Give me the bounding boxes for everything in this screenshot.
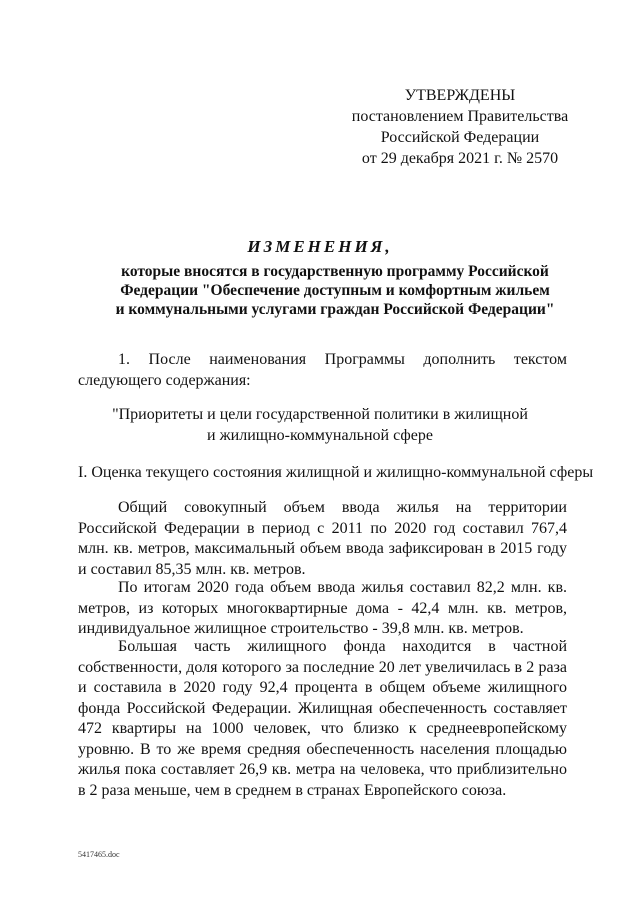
file-name-footer: 5417465.doc <box>78 850 120 859</box>
document-title: ИЗМЕНЕНИЯ, <box>247 237 393 256</box>
subsection-heading: I. Оценка текущего состояния жилищной и жилищно-коммунальной сферы <box>78 464 594 481</box>
document-subtitle <box>70 262 600 319</box>
section-heading <box>0 404 640 446</box>
approval-heading: УТВЕРЖДЕНЫ <box>404 87 516 104</box>
section-heading-line-1: "Приоритеты и цели государственной политики в жилищной <box>112 406 528 423</box>
approval-block <box>330 85 590 169</box>
approval-line-1: постановлением Правительства <box>351 108 569 125</box>
approval-line-3: от 29 декабря 2021 г. № 2570 <box>361 150 559 167</box>
approval-line-2: Российской Федерации <box>380 129 540 146</box>
subtitle-line-2: Федерации "Обеспечение доступным и комфортным жильем <box>120 282 550 299</box>
paragraph-1: 1. После наименования Программы дополнить текстом следующего содержания: <box>78 351 567 389</box>
subtitle-line-1: которые вносятся в государственную программу Российской <box>121 263 549 280</box>
paragraph-2: Общий совокупный объем ввода жилья на территории Российской Федерации в период с 2011 по 2020 год составил 767,4 млн. кв. метров, максимальный объем ввода зафиксирован в 2015 году и составил 85,35 млн. кв. метров. <box>78 499 567 578</box>
section-heading-line-2: и жилищно-коммунальной сфере <box>207 427 433 444</box>
paragraph-4: Большая часть жилищного фонда находится в частной собственности, доля которого за последние 20 лет увеличилась в 2 раза и составила в 2020 году 92,4 процента в общем объеме жилищного фонда Российской Федерации. Жилищная обеспеченность составляет 472 квартиры на 1000 человек, что близко к среднеевропейскому уровню. В то же время средняя обеспеченность населения площадью жилья пока составляет 26,9 кв. метра на человека, что приблизительно в 2 раза меньше, чем в среднем в странах Европейского союза. <box>78 638 567 799</box>
subtitle-line-3: и коммунальными услугами граждан Российской Федерации" <box>115 301 555 318</box>
paragraph-3: По итогам 2020 года объем ввода жилья составил 82,2 млн. кв. метров, из которых многоквартирные дома - 42,4 млн. кв. метров, индивидуальное жилищное строительство - 39,8 млн. кв. метров. <box>78 579 567 637</box>
